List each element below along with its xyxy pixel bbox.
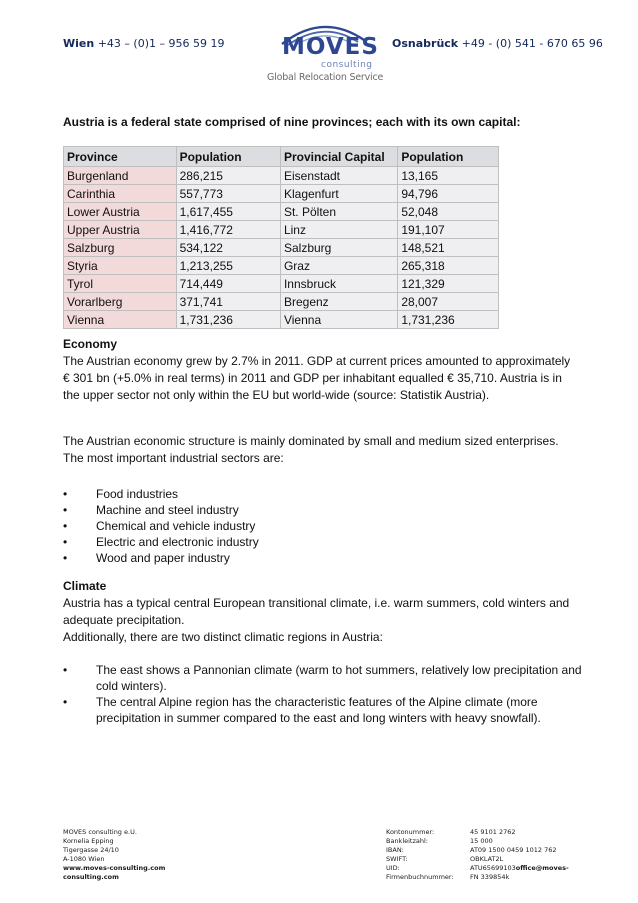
economy-paragraph-2: The Austrian economic structure is mainly dominated by small and medium sized enterprises. The most important industrial sectors are: [63, 434, 559, 465]
capital-population-cell: 13,165 [398, 167, 499, 185]
column-header: Provincial Capital [280, 147, 397, 167]
province-cell: Tyrol [64, 275, 177, 293]
footer-person: Kornelia Epping [63, 837, 114, 845]
province-cell: Burgenland [64, 167, 177, 185]
capital-cell: Salzburg [280, 239, 397, 257]
population-cell: 1,213,255 [176, 257, 280, 275]
population-cell: 1,617,455 [176, 203, 280, 221]
footer-label: Bankleitzahl: [386, 837, 428, 845]
osnabrueck-contact [392, 37, 603, 50]
table-row [64, 239, 499, 257]
province-cell: Vorarlberg [64, 293, 177, 311]
province-table [63, 146, 499, 329]
capital-population-cell: 265,318 [398, 257, 499, 275]
footer-value: FN 339854k [470, 873, 510, 881]
bullet-icon: • [63, 487, 68, 501]
list-item [63, 694, 583, 726]
capital-population-cell: 28,007 [398, 293, 499, 311]
column-header: Province [64, 147, 177, 167]
table-row [64, 185, 499, 203]
table-row [64, 203, 499, 221]
logo-name: MOVES [282, 34, 379, 60]
table-row [64, 293, 499, 311]
capital-population-cell: 121,329 [398, 275, 499, 293]
table-row [64, 167, 499, 185]
economy-heading: Economy [63, 337, 118, 351]
column-header: Population [176, 147, 280, 167]
climate-paragraph-1: Austria has a typical central European transitional climate, i.e. warm summers, cold winters and adequate precipitation. [63, 596, 570, 627]
climate-section [63, 578, 578, 646]
population-cell: 714,449 [176, 275, 280, 293]
population-cell: 557,773 [176, 185, 280, 203]
bullet-icon: • [63, 535, 68, 549]
economy-paragraph-1: The Austrian economy grew by 2.7% in 2011. GDP at current prices amounted to approximately € 301 bn (+5.0% in real terms) in 2011 and GDP per inhabitant equalled € 35,710. Austria is in the upper sector not only within the EU but world-wide (source: Statistik Austria). [63, 354, 571, 402]
climate-heading: Climate [63, 579, 107, 593]
footer-value: ATU65699103 [470, 864, 516, 872]
climate-list [63, 662, 583, 726]
list-item [63, 534, 583, 550]
footer-bank-labels [386, 828, 454, 882]
footer-address [63, 828, 165, 882]
province-cell: Lower Austria [64, 203, 177, 221]
logo-tagline: Global Relocation Service [267, 72, 384, 83]
capital-cell: Eisenstadt [280, 167, 397, 185]
population-cell: 286,215 [176, 167, 280, 185]
footer-email-link[interactable]: office@moves- [515, 864, 569, 872]
capital-cell: Innsbruck [280, 275, 397, 293]
bullet-icon: • [63, 503, 68, 517]
footer-label: IBAN: [386, 846, 404, 854]
footer-bank-values [470, 828, 569, 882]
capital-cell: Linz [280, 221, 397, 239]
vienna-contact [63, 37, 224, 50]
capital-cell: Klagenfurt [280, 185, 397, 203]
capital-population-cell: 1,731,236 [398, 311, 499, 329]
osnabrueck-label: Osnabrück [392, 37, 459, 50]
population-cell: 534,122 [176, 239, 280, 257]
footer-city: A-1080 Wien [63, 855, 105, 863]
footer-label: SWIFT: [386, 855, 408, 863]
province-cell: Salzburg [64, 239, 177, 257]
footer-company: MOVES consulting e.U. [63, 828, 137, 836]
footer-website-cont[interactable]: consulting.com [63, 873, 119, 881]
bullet-icon: • [63, 663, 68, 677]
population-cell: 1,731,236 [176, 311, 280, 329]
footer-street: Tigergasse 24/10 [63, 846, 119, 854]
sector-label: Machine and steel industry [96, 503, 239, 517]
column-header: Population [398, 147, 499, 167]
moves-logo [264, 18, 384, 83]
bullet-icon: • [63, 519, 68, 533]
capital-population-cell: 52,048 [398, 203, 499, 221]
population-cell: 1,416,772 [176, 221, 280, 239]
footer-website-link[interactable]: www.moves-consulting.com [63, 864, 166, 872]
list-item [63, 486, 583, 502]
population-cell: 371,741 [176, 293, 280, 311]
list-item [63, 502, 583, 518]
table-header-row [64, 147, 499, 167]
table-row [64, 275, 499, 293]
economy-structure [63, 433, 578, 467]
capital-cell: Graz [280, 257, 397, 275]
climate-region-text: The central Alpine region has the characteristic features of the Alpine climate (more precipitation in summer compared to the east and long winters with heavy snowfall). [96, 695, 541, 725]
capital-population-cell: 148,521 [398, 239, 499, 257]
table-row [64, 221, 499, 239]
list-item [63, 518, 583, 534]
footer-label: Firmenbuchnummer: [386, 873, 454, 881]
footer-value: 45 9101 2762 [470, 828, 516, 836]
sector-label: Electric and electronic industry [96, 535, 259, 549]
table-row [64, 311, 499, 329]
sector-label: Food industries [96, 487, 179, 501]
logo-sub: consulting [321, 60, 373, 70]
osnabrueck-phone: +49 - (0) 541 - 670 65 96 [461, 37, 603, 50]
list-item [63, 550, 583, 566]
province-cell: Vienna [64, 311, 177, 329]
sector-label: Chemical and vehicle industry [96, 519, 256, 533]
footer-value: AT09 1500 0459 1012 762 [470, 846, 557, 854]
footer-label: UID: [386, 864, 400, 872]
sector-list [63, 486, 583, 566]
bullet-icon: • [63, 551, 68, 565]
table-row [64, 257, 499, 275]
province-cell: Upper Austria [64, 221, 177, 239]
capital-cell: Vienna [280, 311, 397, 329]
bullet-icon: • [63, 695, 68, 709]
capital-cell: St. Pölten [280, 203, 397, 221]
vienna-label: Wien [63, 37, 95, 50]
province-cell: Carinthia [64, 185, 177, 203]
province-cell: Styria [64, 257, 177, 275]
capital-cell: Bregenz [280, 293, 397, 311]
economy-section [63, 336, 578, 404]
climate-paragraph-2: Additionally, there are two distinct climatic regions in Austria: [63, 630, 383, 644]
climate-region-text: The east shows a Pannonian climate (warm to hot summers, relatively low precipitation and cold winters). [96, 663, 582, 693]
footer-value: 15 000 [470, 837, 493, 845]
vienna-phone: +43 – (0)1 – 956 59 19 [97, 37, 225, 50]
capital-population-cell: 191,107 [398, 221, 499, 239]
intro-heading: Austria is a federal state comprised of nine provinces; each with its own capital: [63, 115, 521, 129]
list-item [63, 662, 583, 694]
footer-value: OBKLAT2L [470, 855, 504, 863]
footer-label: Kontonummer: [386, 828, 435, 836]
capital-population-cell: 94,796 [398, 185, 499, 203]
sector-label: Wood and paper industry [96, 551, 230, 565]
